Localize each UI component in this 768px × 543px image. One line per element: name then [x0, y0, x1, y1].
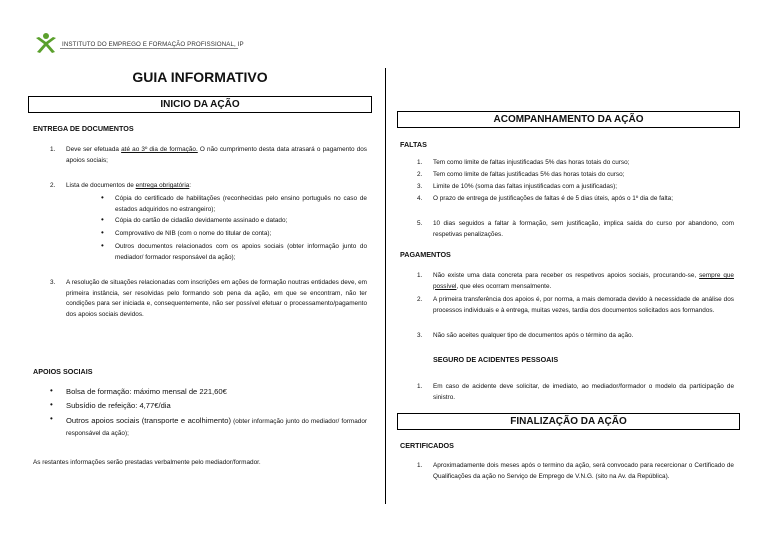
- heading-acompanhamento: ACOMPANHAMENTO DA AÇÃO: [397, 111, 740, 128]
- item-number: 2.: [417, 171, 423, 178]
- bullet-icon: •: [50, 414, 53, 423]
- item-number: 2.: [417, 296, 423, 303]
- heading-finalizacao: FINALIZAÇÃO DA AÇÃO: [397, 413, 740, 430]
- falta-item: Limite de 10% (soma das faltas injustificadas com a justificadas);: [433, 183, 617, 190]
- item-number: 5.: [417, 220, 423, 227]
- item-number: 3.: [417, 183, 423, 190]
- item-number: 4.: [417, 195, 423, 202]
- doc-bullet: Cópia do cartão de cidadão devidamente assinado e datado;: [115, 217, 288, 224]
- entrega-item-2: Lista de documentos de entrega obrigatória:: [66, 182, 192, 189]
- page-title: GUIA INFORMATIVO: [132, 69, 268, 85]
- item-number: 2.: [50, 182, 56, 189]
- label-seguro: SEGURO DE ACIDENTES PESSOAIS: [433, 355, 559, 364]
- item-number: 1.: [417, 272, 423, 279]
- label-apoios-sociais: APOIOS SOCIAIS: [33, 367, 93, 376]
- certificado-item-1: Aproximadamente dois meses após o termino da ação, será convocado para recercionar o Certificado de Qualificações da ação no Serviço de Emprego de V.N.G. (sito na Av. da República).: [433, 462, 734, 480]
- seguro-item-1: Em caso de acidente deve solicitar, de imediato, ao mediador/formador o modelo da participação de sinistro.: [433, 383, 734, 401]
- pagamento-item-2: A primeira transferência dos apoios é, por norma, a mais demorada devido à necessidade de análise dos processos individuais e à entrega, muitas vezes, tardia dos documentos solicitados aos formandos.: [433, 296, 734, 314]
- entrega-item-1: Deve ser efetuada até ao 3º dia de formação. O não cumprimento desta data atrasará o pagamento dos apoios sociais;: [66, 146, 368, 164]
- bullet-icon: •: [50, 386, 53, 395]
- column-divider: [385, 68, 386, 504]
- item-number: 1.: [417, 383, 423, 390]
- apoio-bolsa: Bolsa de formação: máximo mensal de 221,60€: [66, 387, 227, 396]
- item-number: 1.: [417, 462, 423, 469]
- bullet-icon: •: [50, 400, 53, 409]
- falta-item: Tem como limite de faltas justificadas 5% das horas totais do curso;: [433, 171, 625, 178]
- bullet-icon: •: [101, 241, 104, 250]
- bullet-icon: •: [101, 215, 104, 224]
- iefp-logo-icon: [34, 32, 58, 54]
- item-number: 3.: [50, 279, 56, 286]
- entrega-item-3: A resolução de situações relacionadas com inscrições em ações de formação noutras entidades deve, em primeira instância, ser resolvidas pelo formando sob pena da ação, em que se encontram, não ter condições para ser iniciada e, consequentemente, não ser possível efetuar o processamento/pagamento dos apoios sociais devidos.: [66, 279, 367, 318]
- pagamento-item-1: Não existe uma data concreta para receber os respetivos apoios sociais, procurando-se, sempre que possível, que eles ocorram mensalmente.: [433, 272, 734, 290]
- falta-item: 10 dias seguidos a faltar à formação, sem justificação, implica saída do curso por abandono, com respetivas penalizações.: [433, 220, 734, 238]
- label-faltas: FALTAS: [400, 140, 427, 149]
- label-pagamentos: PAGAMENTOS: [400, 250, 451, 259]
- apoio-outros: Outros apoios sociais (transporte e acolhimento) (obter informação junto do mediador/ formador responsável da ação);: [66, 416, 368, 437]
- bullet-icon: •: [101, 193, 104, 202]
- iefp-logo: [34, 32, 244, 54]
- org-name: INSTITUTO DO EMPREGO E FORMAÇÃO PROFISSIONAL, IP: [62, 41, 244, 48]
- item-number: 1.: [417, 159, 423, 166]
- doc-bullet: Outros documentos relacionados com os apoios sociais (obter informação junto do mediador/ formador responsável da ação);: [115, 243, 367, 261]
- bullet-icon: •: [101, 228, 104, 237]
- apoio-refeicao: Subsídio de refeição: 4,77€/dia: [66, 401, 171, 410]
- pagamento-item-3: Não são aceites qualquer tipo de documentos após o término da ação.: [433, 332, 634, 339]
- heading-inicio: INICIO DA AÇÃO: [28, 96, 372, 113]
- restantes-informacoes: As restantes informações serão prestadas verbalmente pelo mediador/formador.: [33, 459, 261, 466]
- item-number: 3.: [417, 332, 423, 339]
- label-certificados: CERTIFICADOS: [400, 441, 454, 450]
- doc-bullet: Comprovativo de NIB (com o nome do titular de conta);: [115, 230, 272, 237]
- logo-rule: [60, 48, 238, 49]
- label-entrega-documentos: ENTREGA DE DOCUMENTOS: [33, 124, 134, 133]
- falta-item: O prazo de entrega de justificações de faltas é de 5 dias úteis, após o 1º dia de falta;: [433, 195, 674, 202]
- doc-bullet: Cópia do certificado de habilitações (reconhecidas pelo ensino português no caso de estados adquiridos no estrangeiro);: [115, 195, 367, 213]
- item-number: 1.: [50, 146, 56, 153]
- falta-item: Tem como limite de faltas injustificadas 5% das horas totais do curso;: [433, 159, 630, 166]
